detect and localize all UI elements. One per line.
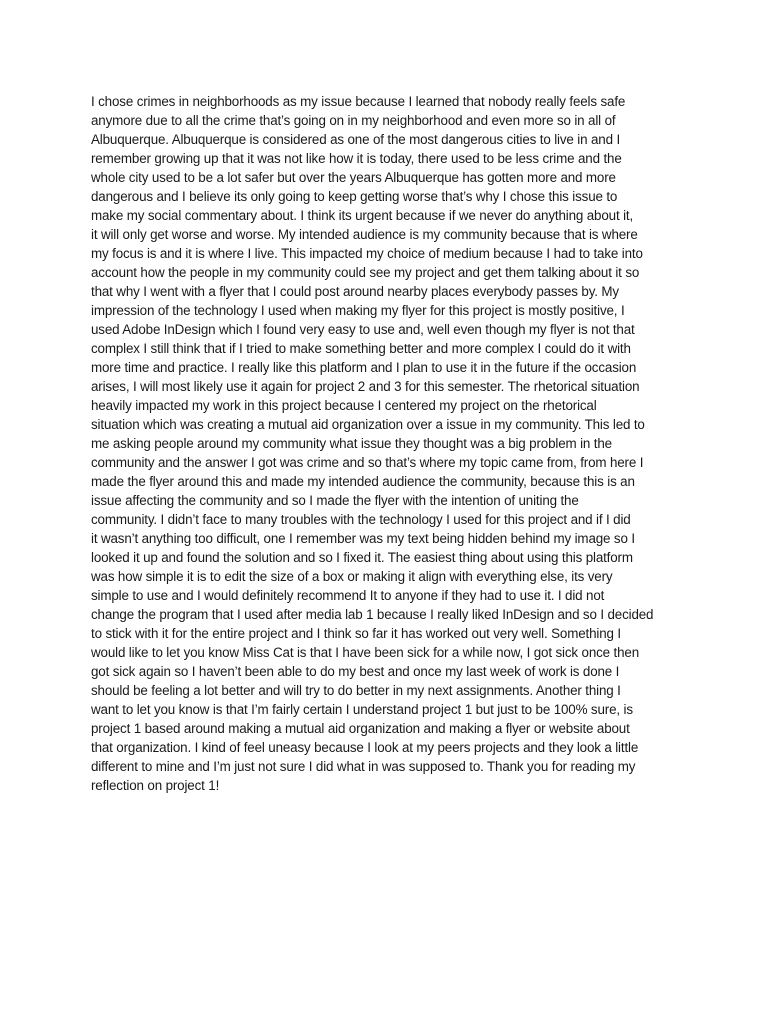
text-line: make my social commentary about. I think its urgent because if we never do anything about it, <box>91 208 634 223</box>
text-line: used Adobe InDesign which I found very easy to use and, well even though my flyer is not that <box>91 322 635 337</box>
reflection-paragraph <box>91 92 683 795</box>
text-line: want to let you know is that I’m fairly certain I understand project 1 but just to be 100% sure, is <box>91 702 633 717</box>
text-line: arises, I will most likely use it again for project 2 and 3 for this semester. The rhetorical situation <box>91 379 640 394</box>
text-line: account how the people in my community could see my project and get them talking about it so <box>91 265 640 280</box>
text-line: that organization. I kind of feel uneasy because I look at my peers projects and they look a little <box>91 740 639 755</box>
text-line: it wasn’t anything too difficult, one I remember was my text being hidden behind my image so I <box>91 531 635 546</box>
text-line: remember growing up that it was not like how it is today, there used to be less crime and the <box>91 151 622 166</box>
text-line: dangerous and I believe its only going to keep getting worse that’s why I chose this issue to <box>91 189 618 204</box>
text-line: that why I went with a flyer that I could post around nearby places everybody passes by. My <box>91 284 619 299</box>
text-line: simple to use and I would definitely recommend It to anyone if they had to use it. I did not <box>91 588 605 603</box>
text-line: got sick again so I haven’t been able to do my best and once my last week of work is done I <box>91 664 620 679</box>
text-line: looked it up and found the solution and so I fixed it. The easiest thing about using this platform <box>91 550 633 565</box>
text-line: complex I still think that if I tried to make something better and more complex I could do it with <box>91 341 631 356</box>
text-line: project 1 based around making a mutual aid organization and making a flyer or website about <box>91 721 630 736</box>
text-line: would like to let you know Miss Cat is that I have been sick for a while now, I got sick once then <box>91 645 639 660</box>
text-line: situation which was creating a mutual aid organization over a issue in my community. This led to <box>91 417 645 432</box>
text-line: I chose crimes in neighborhoods as my issue because I learned that nobody really feels safe <box>91 94 626 109</box>
text-line: community and the answer I got was crime and so that’s where my topic came from, from here I <box>91 455 644 470</box>
text-line: me asking people around my community what issue they thought was a big problem in the <box>91 436 612 451</box>
text-line: reflection on project 1! <box>91 778 220 793</box>
text-line: Albuquerque. Albuquerque is considered as one of the most dangerous cities to live in and I <box>91 132 621 147</box>
text-line: impression of the technology I used when making my flyer for this project is mostly positive, I <box>91 303 625 318</box>
text-line: my focus is and it is where I live. This impacted my choice of medium because I had to take into <box>91 246 643 261</box>
text-line: should be feeling a lot better and will try to do better in my next assignments. Another thing I <box>91 683 621 698</box>
text-line: different to mine and I’m just not sure I did what in was supposed to. Thank you for reading my <box>91 759 636 774</box>
text-line: change the program that I used after media lab 1 because I really liked InDesign and so I decided <box>91 607 654 622</box>
text-line: issue affecting the community and so I made the flyer with the intention of uniting the <box>91 493 579 508</box>
text-line: to stick with it for the entire project and I think so far it has worked out very well. Something I <box>91 626 621 641</box>
text-line: it will only get worse and worse. My intended audience is my community because that is where <box>91 227 638 242</box>
text-line: heavily impacted my work in this project because I centered my project on the rhetorical <box>91 398 597 413</box>
text-line: anymore due to all the crime that’s going on in my neighborhood and even more so in all of <box>91 113 616 128</box>
text-line: community. I didn’t face to many troubles with the technology I used for this project and if I did <box>91 512 631 527</box>
text-line: whole city used to be a lot safer but over the years Albuquerque has gotten more and more <box>91 170 616 185</box>
text-line: was how simple it is to edit the size of a box or making it align with everything else, its very <box>91 569 613 584</box>
text-line: more time and practice. I really like this platform and I plan to use it in the future if the occasion <box>91 360 637 375</box>
text-line: made the flyer around this and made my intended audience the community, because this is an <box>91 474 635 489</box>
